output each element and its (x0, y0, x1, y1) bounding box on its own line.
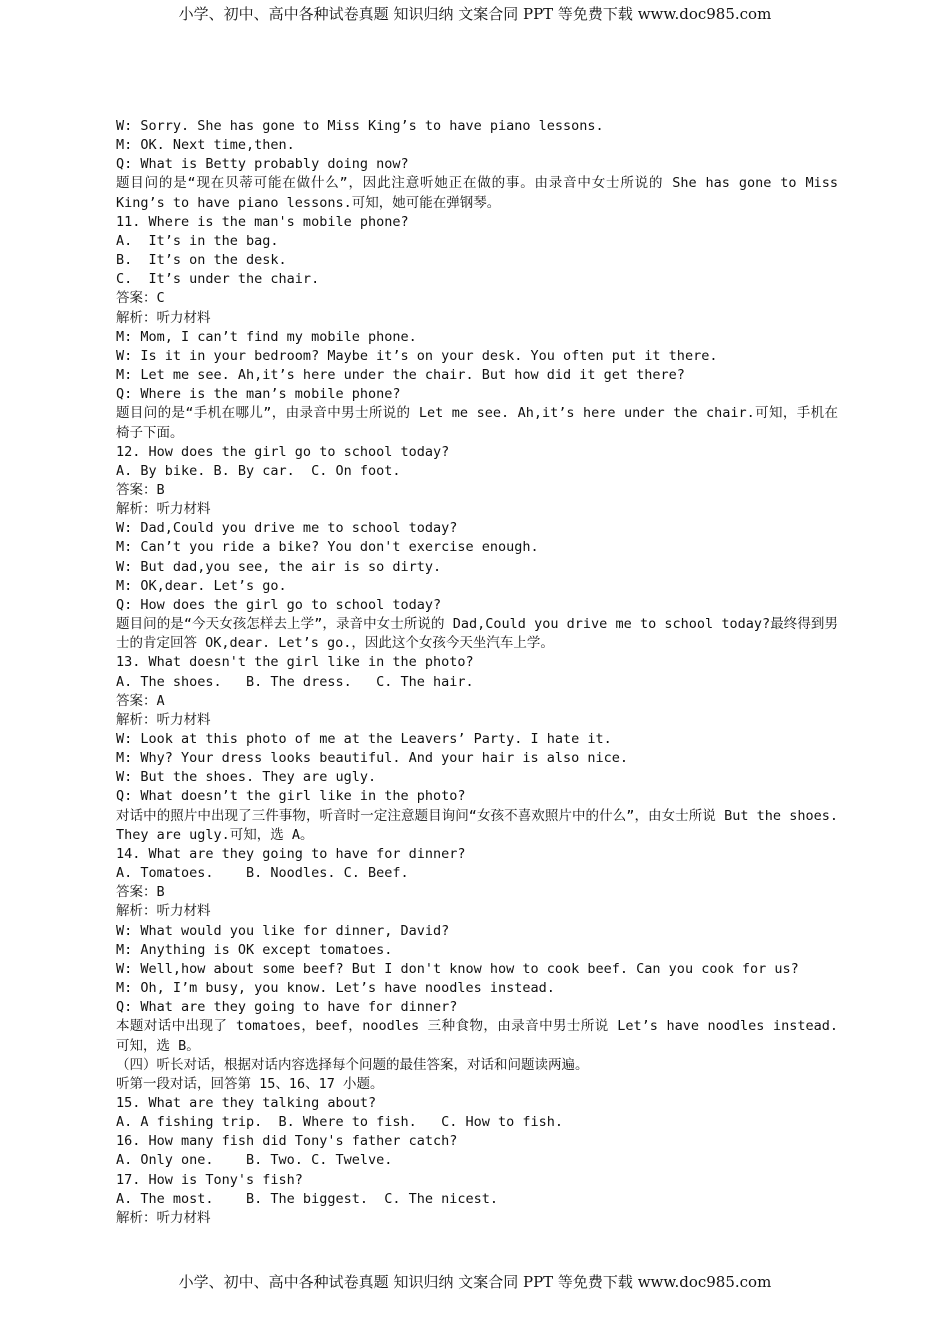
question-15: 15. What are they talking about? (116, 1094, 377, 1111)
question-12: 12. How does the girl go to school today? (116, 443, 450, 460)
answer-line: 答案：B (116, 884, 165, 901)
dialogue-line: M: Let me see. Ah,it’s here under the chair. But how did it get there? (116, 367, 685, 384)
analysis-label: 解析：听力材料 (116, 501, 211, 518)
question-line: Q: Where is the man’s mobile phone? (116, 386, 401, 403)
dialogue-line: M: OK,dear. Let’s go. (116, 577, 287, 594)
question-line: Q: What are they going to have for dinner? (116, 999, 458, 1016)
options-line: A. The most. B. The biggest. C. The nicest. (116, 1190, 499, 1207)
dialogue-line: W: Look at this photo of me at the Leavers’ Party. I hate it. (116, 731, 612, 747)
dialogue-line: W: What would you like for dinner, David? (116, 922, 450, 939)
question-11: 11. Where is the man's mobile phone? (116, 213, 409, 230)
dialogue-line: M: Why? Your dress looks beautiful. And your hair is also nice. (116, 750, 629, 767)
options-line: A. Tomatoes. B. Noodles. C. Beef. (116, 865, 409, 882)
dialogue-line: W: Well,how about some beef? But I don't know how to cook beef. Can you cook for us? (116, 960, 799, 977)
question-line: Q: How does the girl go to school today? (116, 596, 442, 613)
option-a: A. It’s in the bag. (116, 232, 279, 249)
options-line: A. The shoes. B. The dress. C. The hair. (116, 673, 474, 690)
document-body (116, 117, 847, 1228)
options-line: A. By bike. B. By car. C. On foot. (116, 462, 401, 479)
dialogue-line: M: Anything is OK except tomatoes. (116, 941, 393, 958)
explanation-text: 题目问的是“现在贝蒂可能在做什么”，因此注意听她正在做的事。由录音中女士所说的 She has gone to Miss King’s to have piano lessons.可知，她可能在弹钢琴。 (116, 175, 847, 211)
analysis-label: 解析：听力材料 (116, 1209, 211, 1226)
question-16: 16. How many fish did Tony's father catch? (116, 1133, 458, 1150)
explanation-text: 对话中的照片中出现了三件事物，听音时一定注意题目询问“女孩不喜欢照片中的什么”，由女士所说 But the shoes. They are ugly.可知，选 A。 (116, 807, 847, 843)
answer-line: 答案：A (116, 692, 165, 709)
dialogue-line: M: Oh, I’m busy, you know. Let’s have noodles instead. (116, 980, 555, 997)
answer-line: 答案：C (116, 290, 165, 307)
options-line: A. Only one. B. Two. C. Twelve. (116, 1152, 393, 1169)
dialogue-line: W: But the shoes. They are ugly. (116, 769, 377, 786)
dialogue-line: W: Dad,Could you drive me to school today? (116, 520, 458, 537)
question-14: 14. What are they going to have for dinner? (116, 845, 466, 862)
question-17: 17. How is Tony's fish? (116, 1171, 303, 1188)
dialogue-line: M: Can’t you ride a bike? You don't exercise enough. (116, 539, 539, 556)
instruction-line: 听第一段对话，回答第 15、16、17 小题。 (116, 1075, 384, 1092)
dialogue-line: W: Sorry. She has gone to Miss King’s to have piano lessons. (116, 118, 604, 134)
dialogue-line: M: OK. Next time,then. (116, 137, 295, 154)
explanation-text: 题目问的是“手机在哪儿”，由录音中男士所说的 Let me see. Ah,it’s here under the chair.可知，手机在椅子下面。 (116, 405, 838, 441)
dialogue-line: W: But dad,you see, the air is so dirty. (116, 558, 442, 575)
question-line: Q: What is Betty probably doing now? (116, 156, 409, 173)
analysis-label: 解析：听力材料 (116, 903, 211, 920)
dialogue-line: W: Is it in your bedroom? Maybe it’s on your desk. You often put it there. (116, 347, 718, 364)
page-header: 小学、初中、高中各种试卷真题 知识归纳 文案合同 PPT 等免费下载 www.doc985.com (178, 5, 772, 23)
page-footer: 小学、初中、高中各种试卷真题 知识归纳 文案合同 PPT 等免费下载 www.doc985.com (178, 1273, 772, 1291)
option-c: C. It’s under the chair. (116, 271, 320, 288)
options-line: A. A fishing trip. B. Where to fish. C. How to fish. (116, 1114, 564, 1131)
section-heading: （四）听长对话，根据对话内容选择每个问题的最佳答案，对话和问题读两遍。 (116, 1056, 589, 1073)
analysis-label: 解析：听力材料 (116, 309, 211, 326)
question-13: 13. What doesn't the girl like in the photo? (116, 654, 474, 671)
explanation-text: 本题对话中出现了 tomatoes，beef，noodles 三种食物，由录音中男士所说 Let’s have noodles instead.可知，选 B。 (116, 1018, 838, 1054)
option-b: B. It’s on the desk. (116, 252, 287, 269)
question-line: Q: What doesn’t the girl like in the photo? (116, 788, 466, 805)
answer-line: 答案：B (116, 481, 165, 498)
dialogue-line: M: Mom, I can’t find my mobile phone. (116, 328, 417, 345)
analysis-label: 解析：听力材料 (116, 711, 211, 728)
explanation-text: 题目问的是“今天女孩怎样去上学”，录音中女士所说的 Dad,Could you drive me to school today?最终得到男士的肯定回答 OK,dear. Let’s go.，因此这个女孩今天坐汽车上学。 (116, 616, 838, 652)
